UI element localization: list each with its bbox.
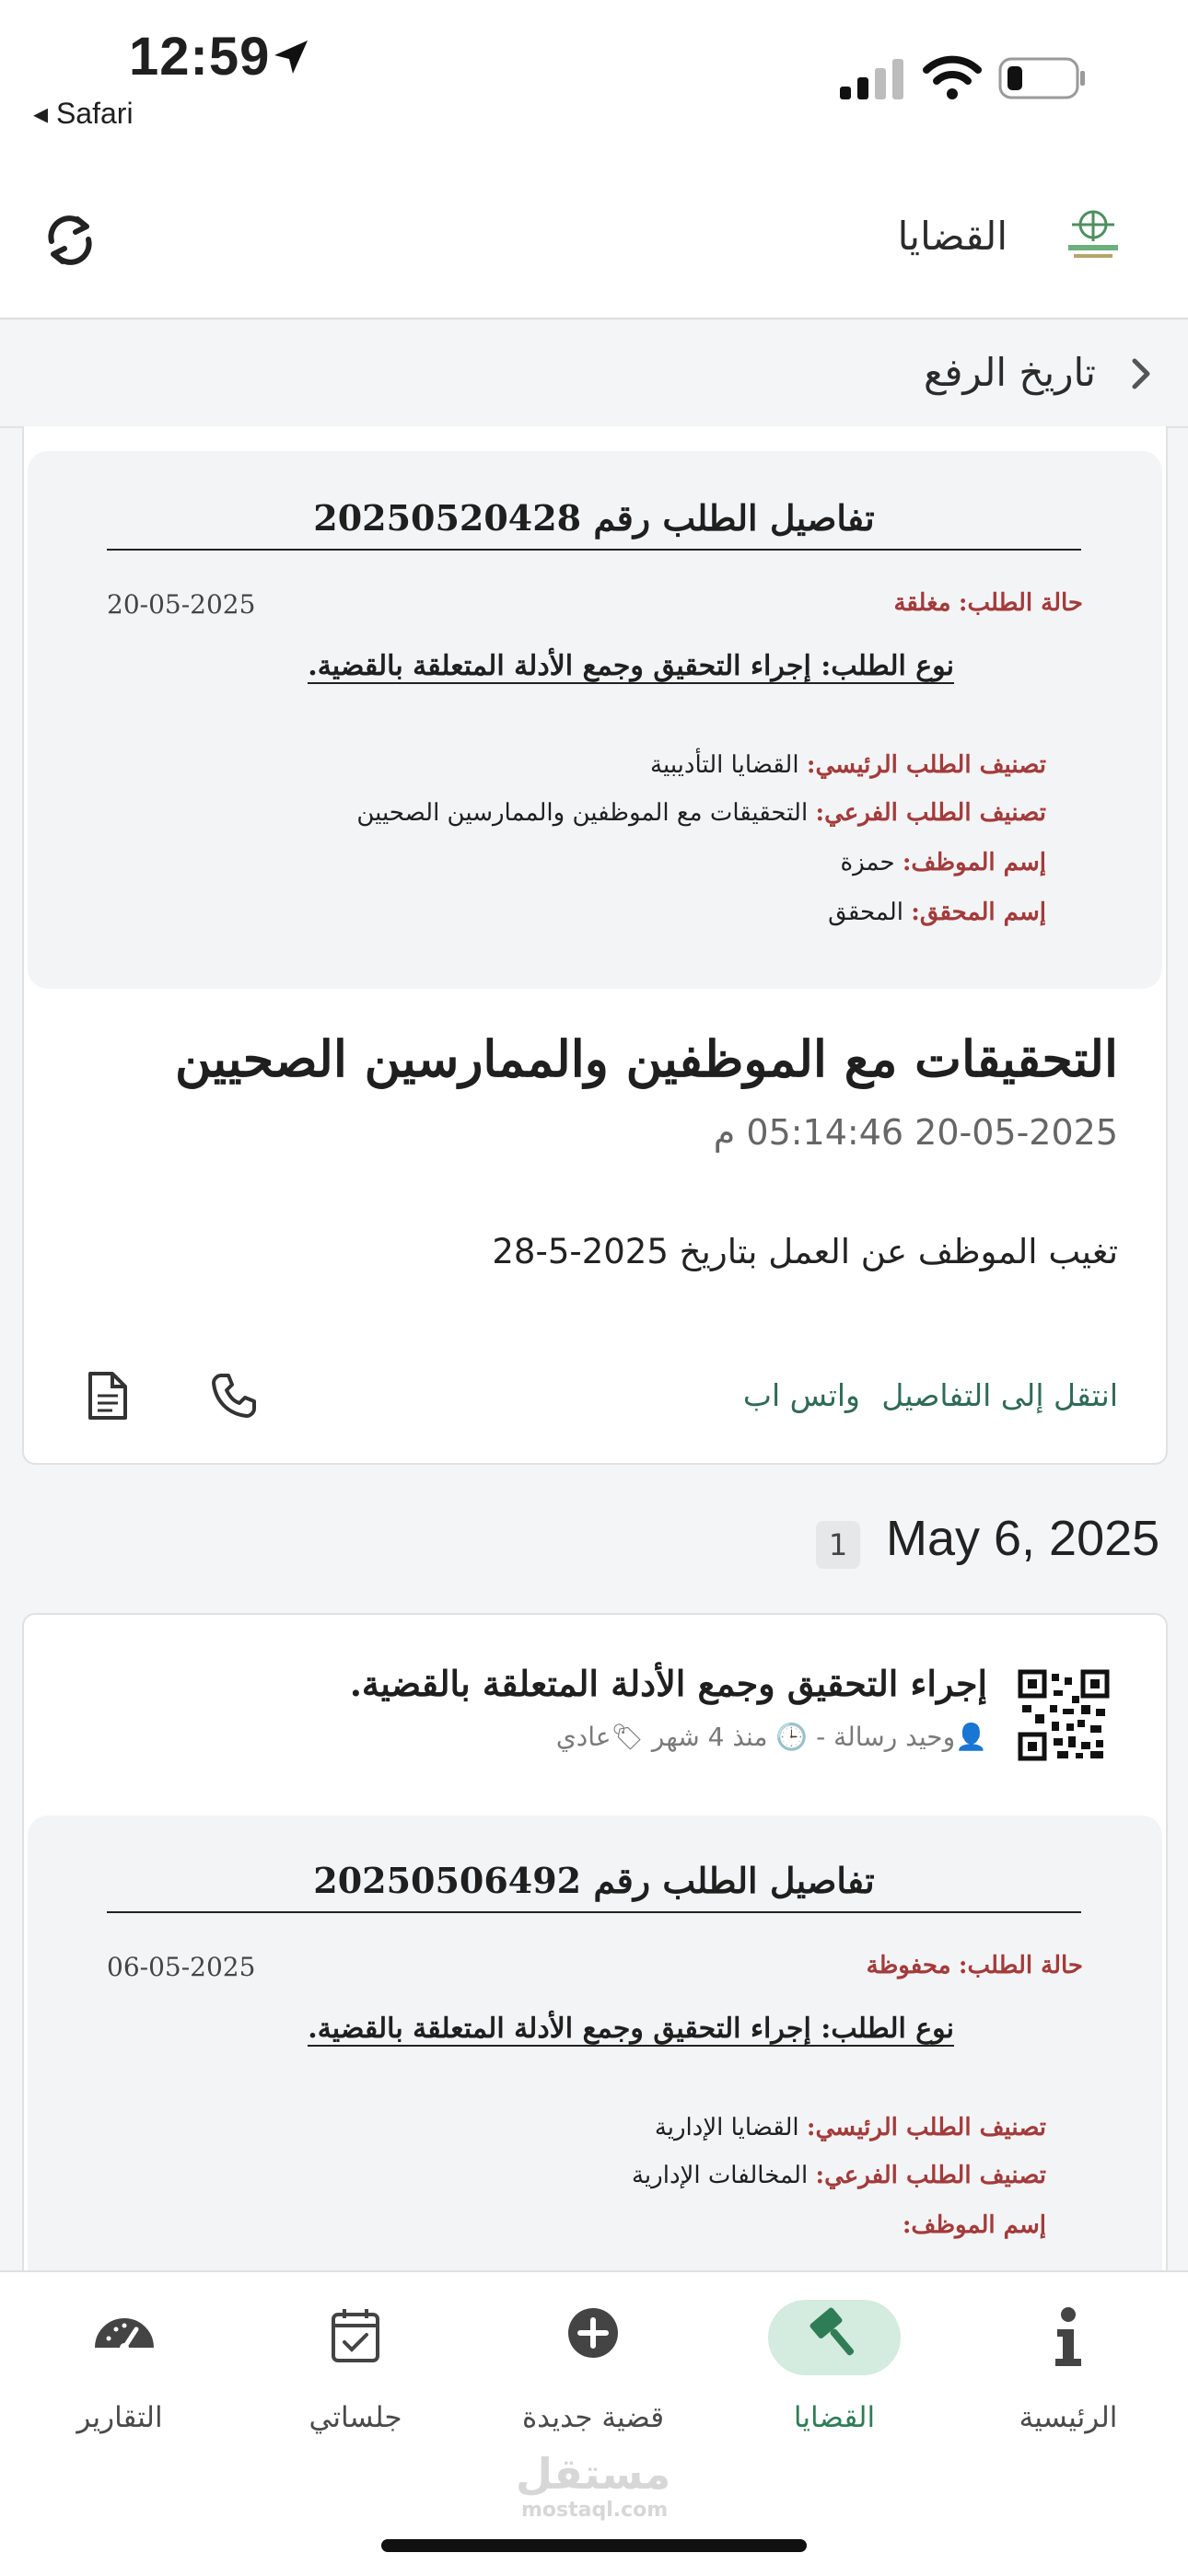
investigator-name: إسم المحقق: المحقق xyxy=(828,899,1046,926)
request-date: 20-05-2025 xyxy=(107,589,256,620)
document-icon[interactable] xyxy=(87,1370,129,1421)
qr-code-icon xyxy=(1017,1668,1111,1762)
info-icon xyxy=(1041,2305,1096,2370)
case-title: التحقيقات مع الموظفين والممارسين الصحيين xyxy=(175,1029,1118,1088)
employee-name: إسم الموظف: حمزة xyxy=(840,849,1046,876)
plus-circle-icon xyxy=(565,2305,621,2370)
nav-sessions[interactable] xyxy=(254,2292,457,2449)
title-divider xyxy=(107,549,1081,551)
battery-icon xyxy=(998,57,1087,99)
home-indicator[interactable] xyxy=(381,2539,807,2552)
case-description: تغيب الموظف عن العمل بتاريخ 2025-5-28 xyxy=(492,1232,1118,1271)
title-divider xyxy=(107,1911,1081,1913)
location-arrow-icon xyxy=(269,35,313,79)
request-date: 06-05-2025 xyxy=(107,1952,256,1982)
gavel-icon xyxy=(807,2305,862,2370)
back-to-safari-link[interactable]: ◂ Safari xyxy=(33,97,134,130)
date-group-header: May 6, 2025 xyxy=(886,1511,1160,1566)
page-title: القضايا xyxy=(897,214,1007,259)
request-type: نوع الطلب: إجراء التحقيق وجمع الأدلة المتعلقة بالقضية. xyxy=(308,2013,954,2045)
tag-icon: 🏷 xyxy=(611,1722,644,1752)
request-status: حالة الطلب: محفوظة xyxy=(866,1952,1083,1979)
sub-category: تصنيف الطلب الفرعي: التحقيقات مع الموظفين والممارسين الصحيين xyxy=(356,799,1046,827)
nav-new-case[interactable] xyxy=(492,2292,694,2449)
phone-icon[interactable] xyxy=(208,1370,260,1421)
request-details-title: تفاصيل الطلب رقم 20250520428 xyxy=(313,497,875,539)
wifi-icon xyxy=(923,55,982,99)
main-category: تصنيف الطلب الرئيسي: القضايا التأديبية xyxy=(650,751,1046,779)
app-header xyxy=(0,170,1188,319)
nav-reports[interactable] xyxy=(18,2292,221,2449)
request-type: نوع الطلب: إجراء التحقيق وجمع الأدلة المتعلقة بالقضية. xyxy=(308,650,954,682)
whatsapp-link[interactable]: واتس اب xyxy=(742,1377,860,1413)
sub-category: تصنيف الطلب الفرعي: المخالفات الإدارية xyxy=(631,2162,1046,2189)
watermark-url: mostaql.com xyxy=(521,2499,669,2522)
request-status: حالة الطلب: مغلقة xyxy=(893,589,1083,617)
status-time: 12:59 xyxy=(129,27,271,87)
clock-icon: 🕒 xyxy=(775,1722,809,1752)
request-details-title: تفاصيل الطلب رقم 20250506492 xyxy=(313,1860,875,1901)
nav-new-case-label: قضية جديدة xyxy=(521,2401,665,2434)
user-icon: 👤 xyxy=(955,1722,987,1752)
nav-cases[interactable] xyxy=(733,2292,936,2449)
case-datetime: 20-05-2025 05:14:46 م xyxy=(713,1112,1118,1153)
cellular-signal-icon xyxy=(840,59,904,99)
main-category: تصنيف الطلب الرئيسي: القضايا الإدارية xyxy=(654,2114,1046,2141)
sort-label[interactable]: تاريخ الرفع xyxy=(924,350,1096,395)
go-to-details-link[interactable]: انتقل إلى التفاصيل xyxy=(881,1377,1118,1413)
nav-home[interactable] xyxy=(967,2292,1170,2449)
nav-cases-label: القضايا xyxy=(793,2401,876,2434)
nav-reports-label: التقارير xyxy=(76,2401,163,2434)
group-count-badge: 1 xyxy=(816,1521,860,1569)
watermark-arabic: مستقل xyxy=(516,2449,671,2499)
nav-sessions-label: جلساتي xyxy=(309,2401,402,2434)
case-title: إجراء التحقيق وجمع الأدلة المتعلقة بالقضية. xyxy=(349,1663,987,1704)
refresh-icon[interactable] xyxy=(41,208,99,273)
calendar-check-icon xyxy=(328,2305,383,2370)
case-meta: 👤وحيد رسالة - 🕒 منذ 4 شهر 🏷عادي xyxy=(555,1722,987,1752)
employee-name: إسم الموظف: xyxy=(902,2211,1046,2239)
chevron-right-icon[interactable] xyxy=(1124,352,1160,396)
speedometer-icon xyxy=(92,2305,157,2370)
ministry-logo xyxy=(1061,204,1125,263)
nav-home-label: الرئيسية xyxy=(1019,2401,1118,2434)
